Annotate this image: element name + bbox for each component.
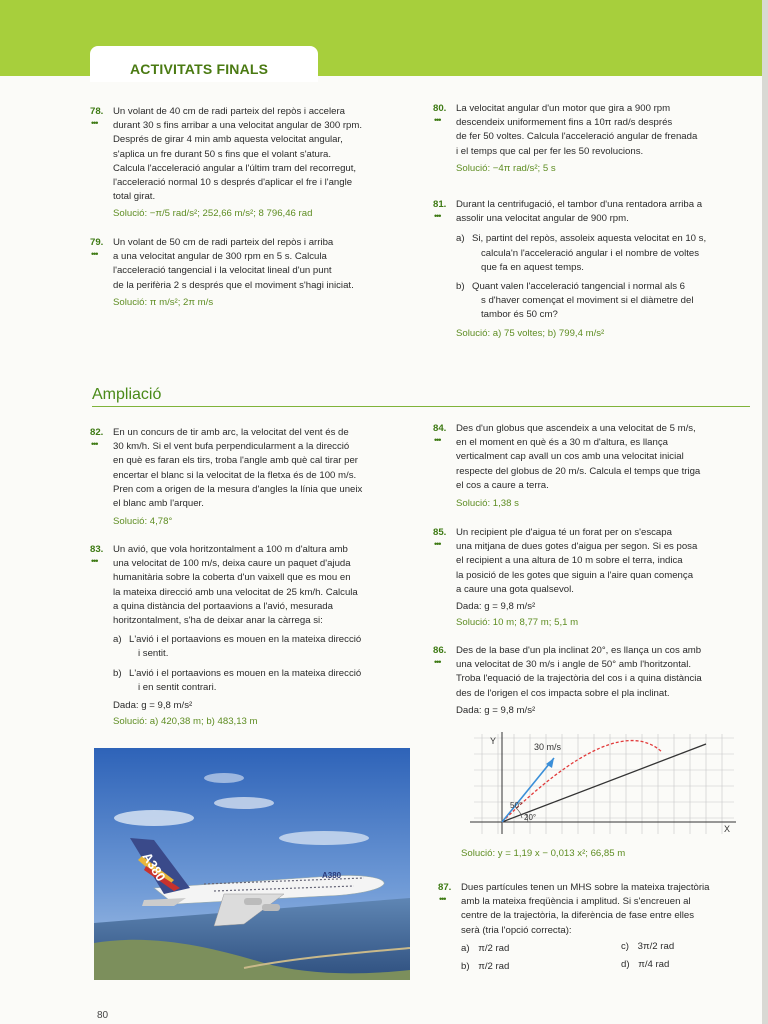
given-data: Dada: g = 9,8 m/s² [456,601,536,613]
sub-label: b) [456,281,465,293]
text-line: tambor és 50 cm? [481,309,558,321]
text-line: humanitària sobre la coberta d'un vaixell que es mou en [113,572,351,584]
trajectory-diagram [466,730,738,838]
airplane-photo [94,748,410,980]
exercise-80 [433,102,753,176]
text-line: 30 km/h. Si el vent bufa perpendicularment a la direcció [113,441,350,453]
exercise-85 [433,526,751,630]
text-line: respecte del globus de 20 m/s. Calcula el temps que triga [456,465,701,477]
y-axis-label: Y [490,736,497,746]
text-line: el recipient a una altura de 10 m sobre el terra, indica [456,555,683,567]
text-line: la posició de les gotes que siguin a l'aire quan comença [456,569,694,581]
option-label: b) [461,961,470,972]
exercise-number: 83. [90,544,104,555]
option-b [461,958,509,975]
option-value: π/2 rad [478,943,510,954]
option-value: 3π/2 rad [637,941,675,952]
tail-logo: A380 [139,849,169,884]
text-line: descendeix uniformement fins a 10π rad/s després [456,117,673,129]
exercise-number: 85. [433,527,447,538]
text-line: assolir una velocitat angular de 900 rpm. [456,213,629,225]
difficulty-dots: ••• [434,115,441,125]
text-line: en el moment en què és a 30 m d'altura, es llança [456,437,668,449]
sub-label: a) [113,634,122,646]
text-line: Un volant de 40 cm de radi parteix del repòs i accelera [113,106,345,117]
text-line: Troba l'equació de la trajectòria del cos i a quina distància [456,673,702,685]
header-tab-title: ACTIVITATS FINALS [130,61,269,77]
incline-plane [502,744,706,822]
option-value: π/4 rad [638,959,670,970]
text-line: que fa en aquest temps. [481,261,584,273]
text-line: Dues partícules tenen un MHS sobre la mateixa trajectòria [461,882,710,893]
exercise-text [456,422,751,511]
text-line: des de l'origen el cos impacta sobre el pla inclinat. [456,687,670,699]
exercise-82 [90,426,420,529]
solution: Solució: 1,38 s [456,498,519,510]
text-line: una velocitat de 100 m/s, deixa caure un paquet d'ajuda [113,558,351,570]
difficulty-dots: ••• [91,439,98,449]
exercise-text [113,543,420,628]
text-line: Durant la centrifugació, el tambor d'una rentadora arriba a [456,199,703,210]
text-line: en què es faran els tirs, troba l'angle amb què cal tirar per [113,455,359,467]
text-line: En un concurs de tir amb arc, la velocitat del vent és de [113,427,349,438]
exercise-text [113,105,420,222]
text-line: de la perifèria 2 s després que el moviment s'hagi iniciat. [113,279,354,291]
text-line: i sentit. [138,648,169,660]
text-line: serà (tria l'opció correcta): [461,924,572,936]
text-line: Un recipient ple d'aigua té un forat per on s'escapa [456,527,672,538]
given-data: Dada: g = 9,8 m/s² [113,700,193,712]
text-line: i en sentit contrari. [138,681,217,693]
text-line: total girat. [113,191,156,203]
airplane-image [94,748,410,980]
text-line: horitzontalment, s'ha de deixar anar la càrrega si: [113,615,323,627]
option-label: c) [621,941,629,952]
exercise-text [113,426,420,529]
exercise-number: 84. [433,423,447,434]
option-a [461,940,509,957]
given-data: Dada: g = 9,8 m/s² [456,704,536,716]
text-line: Des de la base d'un pla inclinat 20°, es llança un cos amb [456,645,702,656]
solution: Solució: −4π rad/s²; 5 s [456,162,556,174]
text-line: de fer 50 voltes. Calcula l'acceleració angular de frenada [456,131,698,143]
option-d [621,956,669,973]
exercise-number: 78. [90,106,104,117]
exercise-text [456,102,753,176]
text-line: Un avió, que vola horitzontalment a 100 m d'altura amb [113,544,348,555]
difficulty-dots: ••• [91,556,98,566]
x-axis-label: X [724,824,731,834]
text-line: L'avió i el portaavions es mouen en la mateixa direcció [129,667,362,679]
sub-question-b [113,667,420,695]
exercise-83 [90,543,420,729]
exercise-number: 80. [433,103,447,114]
exercise-number: 82. [90,427,104,438]
text-line: Després de girar 4 min amb aquesta velocitat angular, [113,134,343,146]
sub-label: b) [113,667,122,679]
difficulty-dots: ••• [434,211,441,221]
text-line: Si, partint del repòs, assoleix aquesta velocitat en 10 s, [472,233,707,245]
text-line: L'avió i el portaavions es mouen en la mateixa direcció [129,634,362,646]
text-line: durant 30 s fins arribar a una velocitat angular de 300 rpm. [113,120,363,132]
option-label: a) [461,943,470,954]
launch-angle-label: 50° [510,801,523,810]
text-line: i el temps que cal per fer les 50 revolucions. [456,145,644,157]
trajectory-curve [502,741,662,822]
sub-question-b [456,280,751,323]
text-line: verticalment cap avall un cos amb una velocitat inicial [456,451,684,463]
text-line: Quant valen l'acceleració tangencial i normal als 6 [472,281,686,293]
difficulty-dots: ••• [439,894,446,904]
text-line: la mateixa direcció amb una velocitat de 25 km/h. Calcula [113,586,358,598]
option-value: π/2 rad [478,961,510,972]
section-title: Ampliació [92,386,162,403]
option-label: d) [621,959,630,970]
sub-question-a [113,633,420,661]
difficulty-dots: ••• [434,539,441,549]
text-line: a quina distància del portaavions a l'avió, mesurada [113,600,333,612]
page-edge [762,0,768,1024]
exercise-84 [433,422,751,511]
exercise-text [456,198,751,226]
sub-label: a) [456,233,465,245]
text-line: l'acceleració tangencial i la velocitat lineal d'un punt [113,265,332,277]
fuselage-logo: A380 [322,871,342,880]
exercise-text [113,236,420,310]
exercise-81 [433,198,751,341]
text-line: Calcula l'acceleració angular a l'últim tram del recorregut, [113,162,357,174]
incline-angle-label: 20° [524,813,537,822]
text-line: a una velocitat angular de 300 rpm en 5 s. Calcula [113,251,327,263]
exercise-number: 87. [438,882,452,893]
text-line: l'acceleració normal 10 s després d'aplicar el fre i l'angle [113,177,353,189]
difficulty-dots: ••• [434,657,441,667]
exercise-number: 86. [433,645,447,656]
option-c [621,938,674,955]
text-line: una velocitat de 30 m/s i angle de 50° amb l'horitzontal. [456,659,691,671]
velocity-label: 30 m/s [534,742,562,752]
page-number: 80 [97,1010,109,1021]
exercise-79 [90,236,420,310]
difficulty-dots: ••• [434,435,441,445]
solution: Solució: 10 m; 8,77 m; 5,1 m [456,617,579,629]
trajectory-svg [466,730,738,838]
section-divider [92,406,750,407]
text-line: Pren com a origen de la mesura d'angles la línia que uneix [113,483,363,495]
solution: Solució: 4,78° [113,516,173,528]
solution: Solució: a) 75 voltes; b) 799,4 m/s² [456,327,605,339]
exercise-text [456,526,751,630]
text-line: Des d'un globus que ascendeix a una velocitat de 5 m/s, [456,423,696,434]
text-line: el blanc amb l'arquer. [113,498,204,510]
solution-86: Solució: y = 1,19 x − 0,013 x²; 66,85 m [461,848,626,859]
text-line: Un volant de 50 cm de radi parteix del repòs i arriba [113,237,334,248]
difficulty-dots: ••• [91,249,98,259]
text-line: una mitjana de dues gotes d'aigua per segon. Si es posa [456,541,698,553]
exercise-78 [90,105,420,222]
solution: Solució: a) 420,38 m; b) 483,13 m [113,716,258,728]
exercise-87 [438,881,750,938]
text-line: amb la mateixa freqüència i amplitud. Si s'encreuen al [461,896,691,908]
sub-question-a [456,232,751,275]
difficulty-dots: ••• [91,118,98,128]
solution: Solució: −π/5 rad/s²; 252,66 m/s²; 8 796,46 rad [113,208,313,220]
text-line: s'aplica un fre durant 50 s fins que el volant s'atura. [113,148,332,160]
header-tab [90,46,318,82]
text-line: centre de la trajectòria, la diferència de fase entre elles [461,910,695,922]
exercise-text [461,881,750,938]
text-line: calcula'n l'acceleració angular i el nombre de voltes [481,247,700,259]
exercise-text [456,644,751,718]
exercise-86 [433,644,751,718]
text-line: a caure una gota qualsevol. [456,583,574,595]
exercise-number: 81. [433,199,447,210]
text-line: encertar el blanc si la velocitat de la fletxa és de 100 m/s. [113,469,357,481]
exercise-number: 79. [90,237,104,248]
solution: Solució: π m/s²; 2π m/s [113,296,214,308]
text-line: La velocitat angular d'un motor que gira a 900 rpm [456,103,671,114]
text-line: s d'haver començat el moviment si el diàmetre del [481,295,694,307]
text-line: el cos a caure a terra. [456,479,549,491]
